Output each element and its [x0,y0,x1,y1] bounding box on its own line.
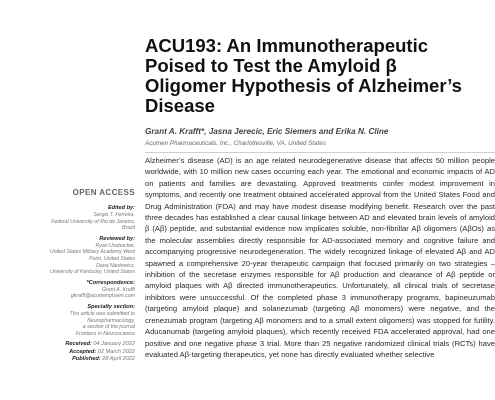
article-title: ACU193: An Immunotherapeutic Poised to Test the Amyloid β Oligomer Hypothesis of Alzheimer’s Disease [145,35,462,116]
received-label: Received: [65,341,92,348]
correspondence-email[interactable]: gkrafft@acumenpharm.com [70,293,135,300]
specialty-text: This article was submitted to [69,310,135,317]
specialty-section-label: Specialty section: [87,303,135,310]
reviewer-affiliation: University of Kentucky, United States [50,269,135,276]
affiliation: Acumen Pharmaceuticals, Inc., Charlottesville, VA, United States [145,140,326,147]
reviewer-name: Dana Niedowicz, [96,262,135,269]
published-date-row [0,356,135,363]
accepted-date-row [0,349,135,356]
editor-affiliation: Federal University of Rio de Janeiro, [51,218,135,225]
reviewed-by-label: Reviewed by: [99,235,135,242]
reviewer-affiliation: Point, United States [89,255,135,262]
editor-country: Brazil [122,225,135,232]
published-date: 28 April 2022 [102,355,135,362]
published-label: Published: [72,355,101,362]
header-divider [145,152,495,153]
reviewer-name: Ryan Unsbocker, [95,242,135,249]
open-access-label: OPEN ACCESS [72,188,135,197]
specialty-text: a section of the journal [82,324,135,331]
author-list: Grant A. Krafft*, Jasna Jerecic, Eric Siemers and Erika N. Cline [145,127,389,136]
journal-name: Frontiers in Neuroscience [75,330,135,337]
article-info-sidebar [0,188,135,363]
edited-by-label: Edited by: [107,205,135,211]
received-date-row [0,341,135,348]
editor-name: Sergio T. Ferreira, [93,212,135,218]
reviewer-affiliation: United States Military Academy West [49,249,135,256]
accepted-date: 02 March 2022 [97,348,135,355]
correspondence-name: Grant A. Krafft [102,286,135,293]
accepted-label: Accepted: [69,348,97,355]
received-date: 04 January 2022 [93,341,135,348]
specialty-text: Neuropharmacology, [87,317,135,324]
abstract-text: Alzheimer’s disease (AD) is an age related neurodegenerative disease that affects 50 million people worldwide, with 10 million new cases occurring each year. The emotional and economic impacts of AD on patients and families are devastating. Approved treatments confer modest improvement in symptoms, and recently one treatment obtained accelerated approval from the United States Food and Drug Administration (FDA) and may have modest disease modifying benefit. Research over the past three decades has established a clear causal linkage between AD and elevated brain levels of amyloid β (Aβ) peptide, and substantial evidence now implicates soluble, non-fibrillar Aβ oligomers (AβOs) as the molecular assemblies directly responsible for AD-associated memory and cognitive failure and accompanying progressive neurodegeneration. The widely recognized linkage of elevated Aβ and AD spawned a comprehensive 20-year therapeutic campaign that focused primarily on two strategies – inhibition of the secretase enzymes responsible for Aβ production and clearance of Aβ peptide or amyloid plaques with Aβ directed immunotherapeutics. Unfortunately, all clinical trials of secretase inhibitors were unsuccessful. Of the completed phase 3 immunotherapy programs, bapineuzumab (targeting amyloid plaque) and solanezumab (targeting Aβ monomers) were negative, and the crenezumab program (targeting Aβ monomers and to a small extent oligomers) was stopped for futility. Aducanumab (targeting amyloid plaques), which recently received FDA accelerated approval, had one positive and one negative phase 3 trial. More than 25 negative randomized clinical trials (RCTs) have evaluated Aβ-targeting therapeutics, yet none has directly evaluated whether selective [145,156,495,359]
correspondence-label: *Correspondence: [86,279,135,286]
